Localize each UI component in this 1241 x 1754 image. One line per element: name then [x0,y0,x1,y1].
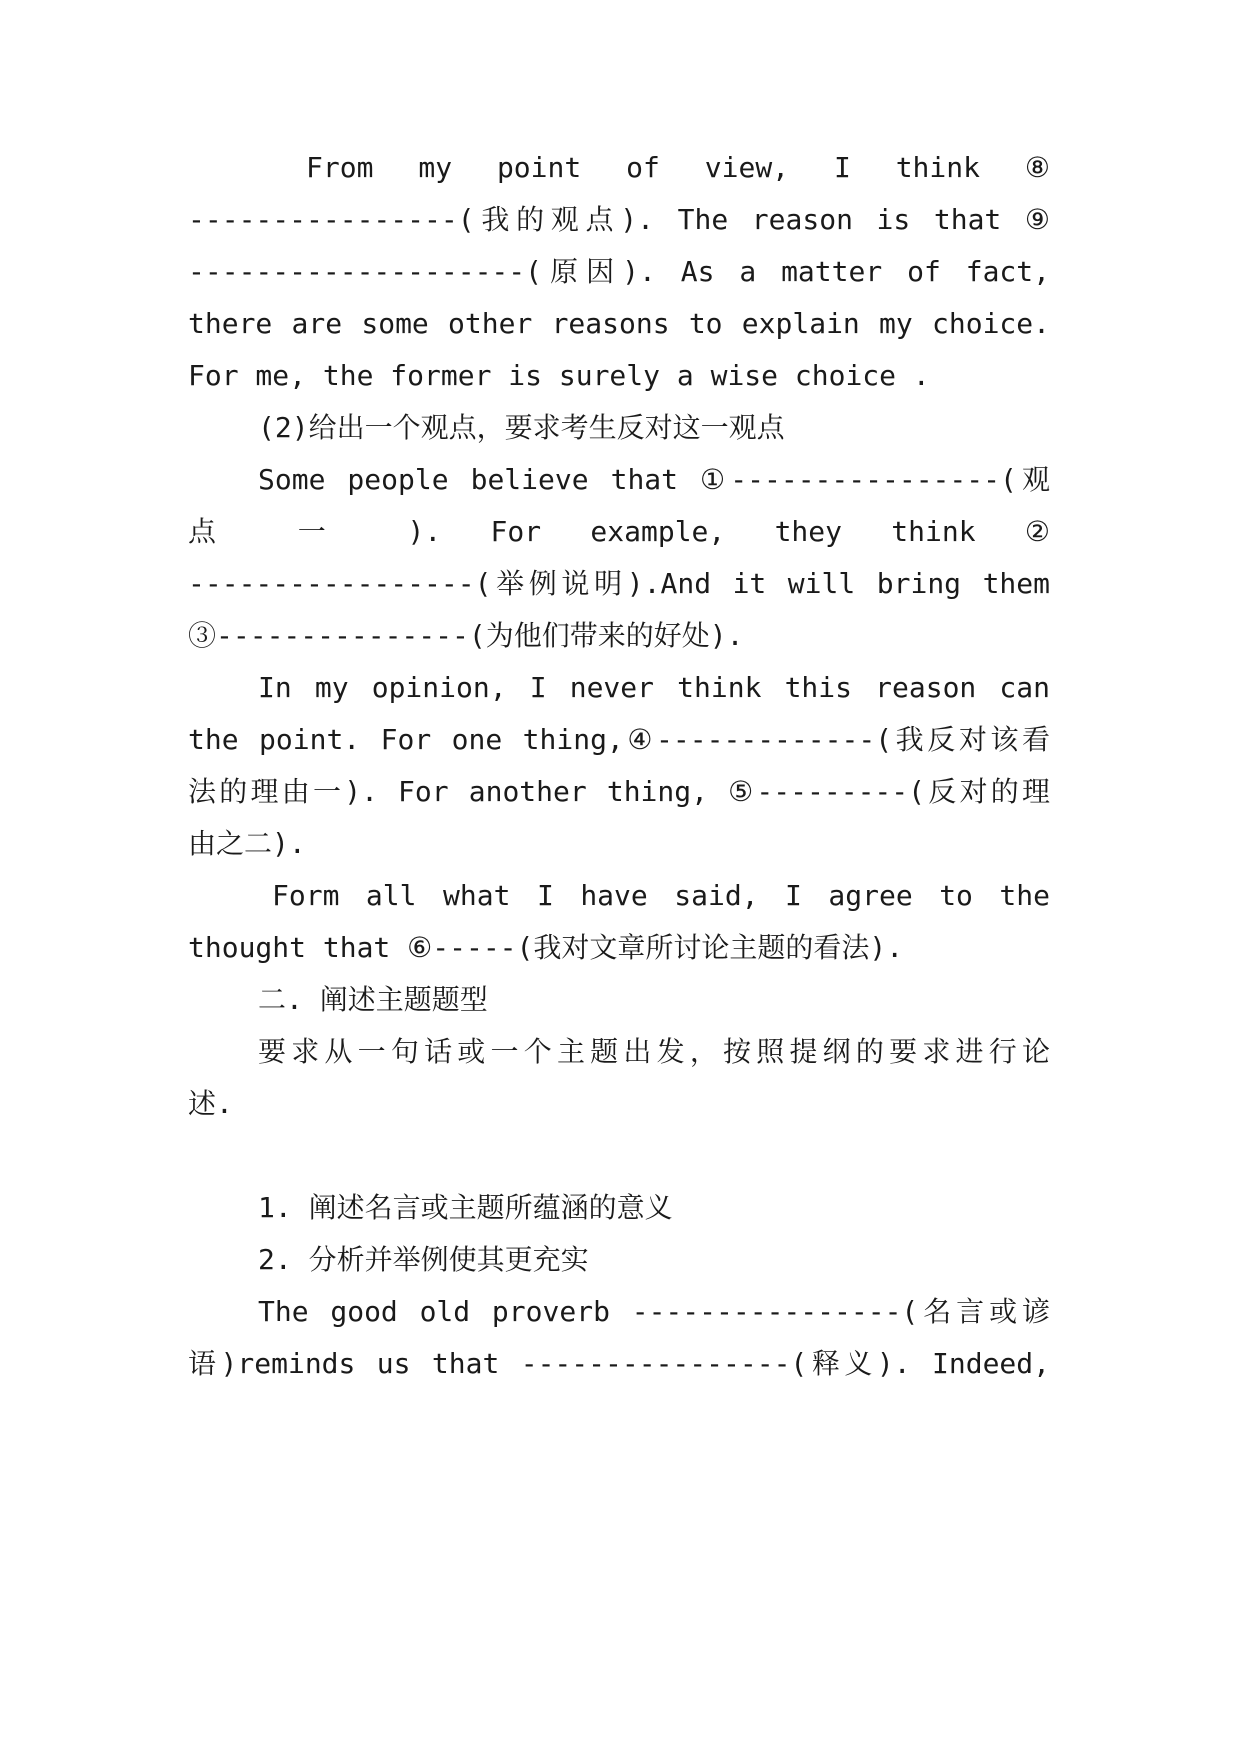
text-line: From my point of view, I think ⑧ [306,151,1050,184]
text-line: thought that ⑥-----(我对文章所讨论主题的看法). [188,931,904,964]
text-line: ③---------------(为他们带来的好处). [188,619,744,652]
text-line: ----------------(我的观点). The reason is that ⑨ [188,203,1050,236]
text-line: 语)reminds us that ----------------(释义). Indeed, [188,1347,1050,1380]
section-heading: 二. 阐述主题题型 [258,983,488,1016]
text-line: 述. [188,1087,233,1120]
text-line: 法的理由一). For another thing, ⑤---------(反对的理 [188,775,1050,808]
text-line: there are some other reasons to explain my choice. [188,307,1050,340]
section-heading: (2)给出一个观点，要求考生反对这一观点 [258,411,785,444]
text-line: -----------------(举例说明).And it will bring them [188,567,1050,600]
text-line: Form all what I have said, I agree to the [272,879,1050,912]
list-item: 1. 阐述名言或主题所蕴涵的意义 [258,1191,673,1224]
text-line: For me, the former is surely a wise choice . [188,359,930,392]
text-line: The good old proverb ----------------(名言或谚 [258,1295,1050,1328]
text-line: 由之二). [188,827,306,860]
text-line: In my opinion, I never think this reason can [258,671,1050,704]
text-line: the point. For one thing,④-------------(我反对该看 [188,723,1050,756]
list-item: 2. 分析并举例使其更充实 [258,1243,589,1276]
text-line: --------------------(原因). As a matter of fact, [188,255,1050,288]
text-line: 要求从一句话或一个主题出发，按照提纲的要求进行论 [258,1035,1050,1068]
text-line: 点 一 ). For example, they think ② [188,515,1050,548]
text-line: Some people believe that ①----------------(观 [258,463,1050,496]
